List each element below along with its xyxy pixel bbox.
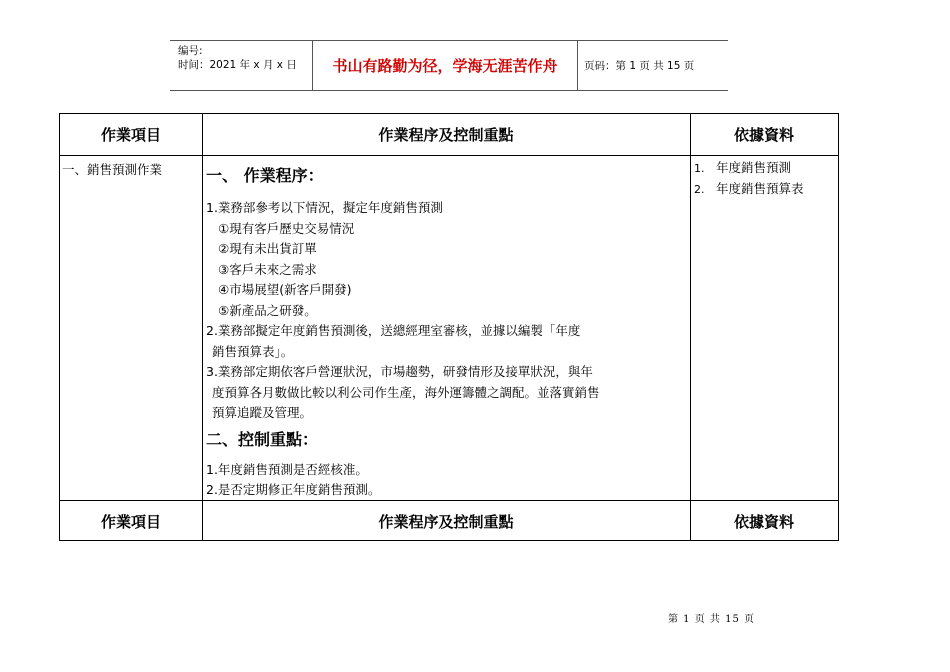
reference-list [694,158,804,200]
column-divider [690,114,691,540]
control-line: 2.是否定期修正年度銷售預測。 [206,482,381,497]
reference-text: 年度銷售預算表 [716,181,804,196]
header-meta [178,44,297,72]
procedure-line: 度預算各月數做比較以利公司作生產，海外運籌體之調配。並落實銷售 [212,384,600,400]
footer-header-work-item: 作業項目 [100,513,161,531]
procedure-line: 1.業務部參考以下情況，擬定年度銷售預測 [206,200,443,215]
page-info: 页码：第 1 页 共 15 页 [584,60,695,72]
procedure-subline: ⑤新產品之研發。 [218,302,317,318]
reference-item [694,179,804,200]
footer-header-reference: 依據資料 [733,513,794,531]
reference-text: 年度銷售預測 [716,160,792,175]
row-divider [60,155,838,156]
header-reference: 依據資料 [733,126,794,144]
time-label: 时间：2021 年 x 月 x 日 [178,59,297,71]
reference-number: 2. [694,183,705,196]
procedure-line: 銷售預算表」。 [212,343,294,359]
header-work-item: 作業項目 [100,126,161,144]
number-label: 编号: [178,45,203,57]
header-procedure: 作業程序及控制重點 [378,126,514,144]
motto: 书山有路勤为径，学海无涯苦作舟 [312,41,578,90]
procedure-line: 3.業務部定期依客戶營運狀況，市場趨勢，研發情形及接單狀況，與年 [206,364,593,379]
procedure-content [206,164,686,501]
procedure-table [59,113,839,541]
section-title-procedure: 一、 作業程序： [206,166,324,185]
procedure-subline: ④市場展望(新客戶開發) [218,282,352,297]
page-header [170,40,728,91]
procedure-subline: ②現有未出貨訂單 [218,241,317,256]
section-title-control: 二、控制重點： [206,429,319,449]
procedure-line: 2.業務部擬定年度銷售預測後，送總經理室審核，並據以編製「年度 [206,323,581,338]
page-footer: 第 1 页 共 15 页 [668,614,755,625]
reference-number: 1. [694,162,705,175]
control-line: 1.年度銷售預測是否經核准。 [206,461,368,477]
procedure-subline: ①現有客戶歷史交易情況 [218,220,355,236]
work-item: 一、銷售預測作業 [62,162,163,177]
column-divider [202,114,203,540]
footer-header-procedure: 作業程序及控制重點 [378,513,514,531]
reference-item [694,158,804,179]
procedure-subline: ③客戶未來之需求 [218,261,317,277]
procedure-line: 預算追蹤及管理。 [212,405,313,420]
